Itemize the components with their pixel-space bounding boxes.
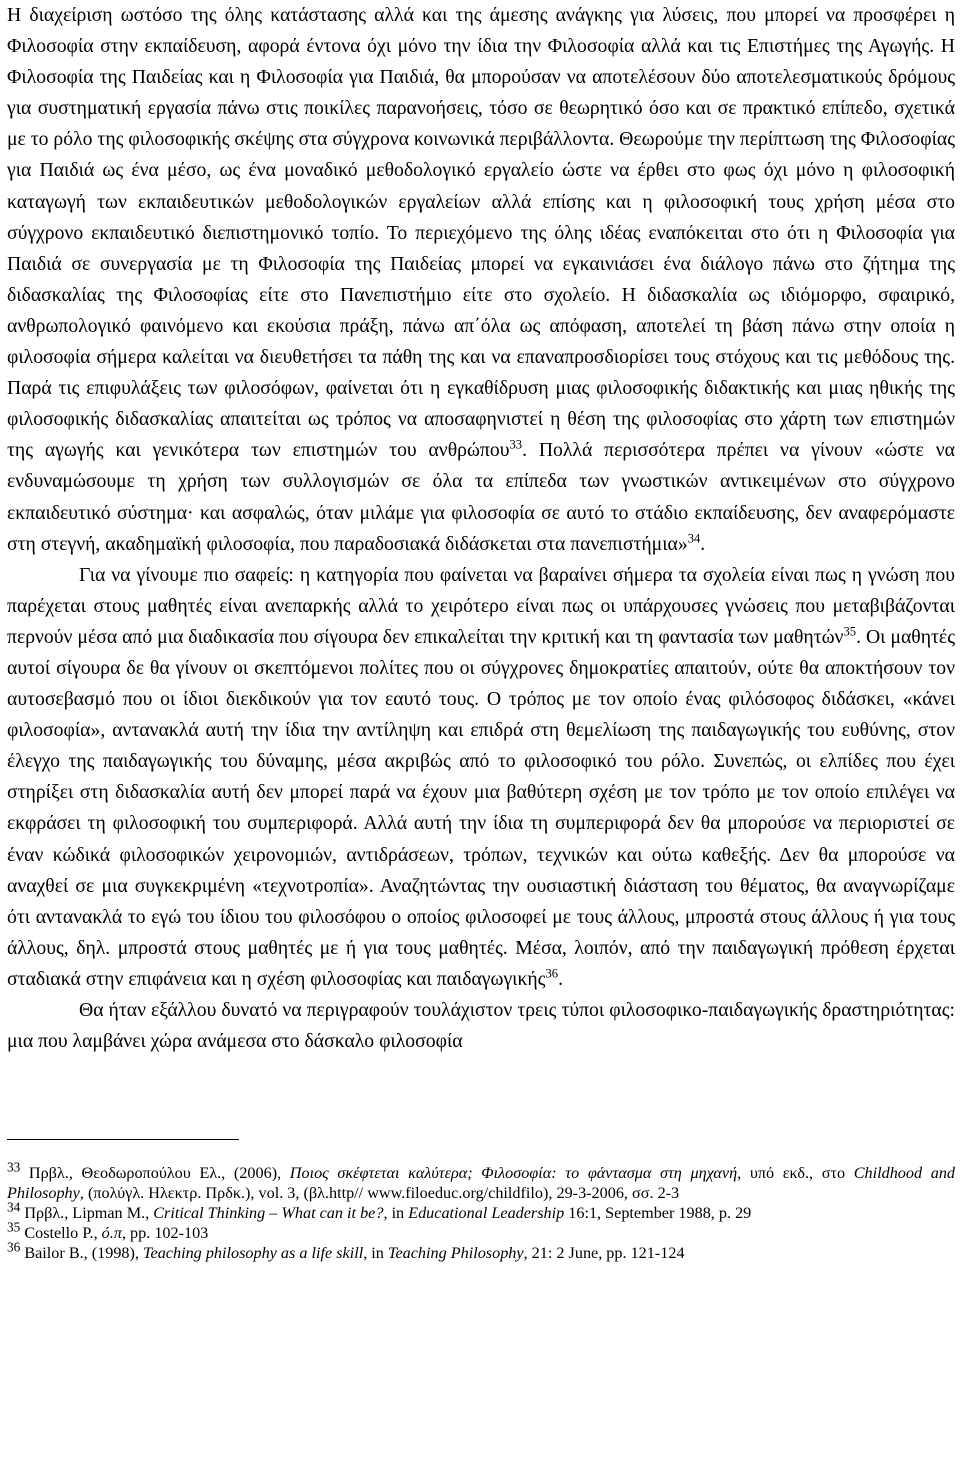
paragraph-1-text-a: Η διαχείριση ωστόσο της όλης κατάστασης αλλά και της άμεσης ανάγκης για λύσεις, που μπορεί να προσφέρει η Φιλοσοφία στην εκπαίδευση, αφορά έντονα όχι μόνο την ίδια την Φιλοσοφία αλλά και τις Επιστήμες της Αγωγής. Η Φιλοσοφία της Παιδείας και η Φιλοσοφία για Παιδιά, θα μπορούσαν να αποτελέσουν δύο αποτελεσματικούς δρόμους για συστηματική εργασία πάνω στις ποικίλες παρανοήσεις, τόσο σε θεωρητικό όσο και σε πρακτικό επίπεδο, σχετικά με το ρόλο της φιλοσοφικής σκέψης στα σύγχρονα κοινωνικά περιβάλλοντα. Θεωρούμε την περίπτωση της Φιλοσοφίας για Παιδιά ως ένα μέσο, ως ένα μοναδικό μεθοδολογικό εργαλείο ώστε να έρθει στο φως όχι μόνο η φιλοσοφική καταγωγή των εκπαιδευτικών μεθοδολογικών εργαλείων αλλά επίσης και η φιλοσοφική τους χρήση μέσα στο σύγχρονο εκπαιδευτικό διεπιστημονικό τοπίο. Το περιεχόμενο της όλης ιδέας εναπόκειται στο ότι η Φιλοσοφία για Παιδιά σε συνεργασία με τη Φιλοσοφία της Παιδείας μπορεί να εγκαινιάσει ένα διάλογο πάνω στο ζήτημα της διδασκαλίας της Φιλοσοφίας είτε στο Πανεπιστήμιο είτε στο σχολείο. Η διδασκαλία ως ιδιόμορφο, σφαιρικό, ανθρωπολογικό φαινόμενο και εκούσια πράξη, πάνω απ΄όλα ως απόφαση, αποτελεί τη βάση πάνω στην οποία η φιλοσοφία σήμερα καλείται να διευθετήσει τα πάθη της και να επαναπροσδιορίσει τους στόχους και τις μεθόδους της. Παρά τις επιφυλάξεις των φιλοσόφων, φαίνεται ότι η εγκαθίδρυση μιας φιλοσοφικής διδακτικής και μιας ηθικής της φιλοσοφικής διδασκαλίας απαιτείται ως τρόπος να αποσαφηνιστεί η θέση της φιλοσοφίας στο χάρτη των επιστημών της αγωγής και γενικότερα των επιστημών του ανθρώπου xyxy=(7,4,955,462)
footnote-35 xyxy=(7,1219,955,1244)
footnote-number: 36 xyxy=(7,1239,21,1255)
footnote-number: 34 xyxy=(7,1199,21,1215)
footnotes xyxy=(7,1159,956,1264)
footnote-number: 35 xyxy=(7,1219,21,1235)
paragraph-1-text-c: . xyxy=(700,532,706,555)
document-page xyxy=(7,0,955,1264)
footnote-text: , υπό εκδ., στο xyxy=(737,1164,854,1183)
footnote-36 xyxy=(7,1239,955,1264)
footnote-journal: Childhood and Philosophy xyxy=(7,1164,956,1203)
body-text xyxy=(7,0,955,1057)
footnote-text: Costello P., xyxy=(20,1223,102,1242)
footnote-text: 16:1, September 1988, p. 29 xyxy=(564,1204,752,1222)
paragraph-1-text-b: . Πολλά περισσότερα πρέπει να γίνουν «ώστε να ενδυναμώσουμε τη χρήση των συλλογισμών σε όλα τα επίπεδα των γνωστικών αντικειμένων στο σύγχρονο εκπαιδευτικό σύστημα· και ασφαλώς, όταν μιλάμε για φιλοσοφία σε αυτό το στάδιο εκπαίδευσης, δεν αναφερόμαστε στη στεγνή, ακαδημαϊκή φιλοσοφία, που παραδοσιακά διδάσκεται στα πανεπιστήμια» xyxy=(7,439,955,555)
footnote-text: , 21: 2 June, pp. 121-124 xyxy=(523,1243,685,1262)
paragraph-2 xyxy=(7,560,955,995)
paragraph-1 xyxy=(7,0,955,560)
footnote-title: Teaching philosophy as a life skill xyxy=(143,1243,364,1262)
footnote-journal: Educational Leadership xyxy=(408,1204,565,1222)
paragraph-3 xyxy=(7,995,955,1057)
footnote-34 xyxy=(7,1199,955,1224)
footnote-title: Critical Thinking – What can it be? xyxy=(153,1204,384,1222)
footnote-ref-36[interactable]: 36 xyxy=(545,966,559,981)
footnote-ref-34[interactable]: 34 xyxy=(687,531,701,546)
footnote-text: , pp. 102-103 xyxy=(121,1223,209,1242)
footnote-text: , (πολύγλ. Ηλεκτρ. Πρδκ.), vol. 3, (βλ.http// www.filoeduc.org/childfilo), 29-3-2006, σσ. 2-3 xyxy=(79,1184,680,1203)
footnote-journal: Teaching Philosophy xyxy=(387,1243,524,1262)
paragraph-2-text-a: Για να γίνουμε πιο σαφείς: η κατηγορία που φαίνεται να βαραίνει σήμερα τα σχολεία είναι πως η γνώση που παρέχεται στους μαθητές είναι ανεπαρκής αλλά το χειρότερο είναι πως οι υπάρχουσες γνώσεις που μεταβιβάζονται περνούν μέσα από μια διαδικασία που σίγουρα δεν επικαλείται την κριτική και τη φαντασία των μαθητών xyxy=(7,563,955,648)
footnote-title: Ποιος σκέφτεται καλύτερα; Φιλοσοφία: το φάντασμα στη μηχανή xyxy=(289,1164,738,1183)
footnote-33 xyxy=(7,1159,956,1204)
footnote-text: , in xyxy=(363,1243,388,1262)
footnote-ref-35[interactable]: 35 xyxy=(843,624,857,639)
paragraph-3-text: Θα ήταν εξάλλου δυνατό να περιγραφούν τουλάχιστον τρεις τύποι φιλοσοφικο-παιδαγωγικής δραστηριότητας: μια που λαμβάνει χώρα ανάμεσα στο δάσκαλο φιλοσοφία xyxy=(7,999,955,1053)
footnote-separator xyxy=(7,1139,239,1140)
footnote-text: , in xyxy=(383,1204,409,1222)
footnote-text: Bailor B., (1998), xyxy=(20,1243,144,1262)
footnote-text: Πρβλ., Θεοδωροπούλου Ελ., (2006), xyxy=(20,1164,290,1183)
paragraph-2-text-b: . Οι μαθητές αυτοί σίγουρα δε θα γίνουν οι σκεπτόμενοι πολίτες που οι σύγχρονες δημοκρατίες απαιτούν, ούτε θα αποκτήσουν τον αυτοσεβασμό που οι ίδιοι διεκδικούν για τον εαυτό τους. Ο τρόπος με τον οποίο ένας φιλόσοφος διδάσκει, «κάνει φιλοσοφία», αντανακλά αυτή την ίδια την αντίληψη και επιδρά στη θεμελίωση της παιδαγωγικής του ευθύνης, στον έλεγχο της παιδαγωγικής του δύναμης, μέσα ακριβώς από το φιλοσοφικό του ρόλο. Συνεπώς, οι ελπίδες που έχει στηρίξει στη διδασκαλία αυτή δεν μπορεί παρά να έχουν μια βαθύτερη σχέση με τον τρόπο με τον οποίο επιλέγει να εκφράσει τη φιλοσοφική του συμπεριφορά. Αλλά αυτή την ίδια τη συμπεριφορά δεν θα μπορούσε να περιοριστεί σε έναν κώδικά φιλοσοφικών χειρονομιών, αντιδράσεων, τρόπων, τεχνικών και ούτω καθεξής. Δεν θα μπορούσε να αναχθεί σε μια συγκεκριμένη «τεχνοτροπία». Αναζητώντας την ουσιαστική διάσταση του θέματος, θα αναγνωρίζαμε ότι αντανακλά το εγώ του ίδιου του φιλοσόφου ο οποίος φιλοσοφεί με τους άλλους, μπροστά στους άλλους ή για τους άλλους, δηλ. μπροστά στους μαθητές με ή για τους μαθητές. Μέσα, λοιπόν, από την παιδαγωγική πρόθεση έρχεται σταδιακά στην επιφάνεια και η σχέση φιλοσοφίας και παιδαγωγικής xyxy=(7,625,955,990)
paragraph-2-text-c: . xyxy=(558,967,563,990)
footnote-title: ό.π xyxy=(101,1223,122,1242)
footnote-text: Πρβλ., Lipman M., xyxy=(20,1204,154,1222)
footnote-ref-33[interactable]: 33 xyxy=(509,437,523,452)
footnote-number: 33 xyxy=(7,1159,21,1175)
